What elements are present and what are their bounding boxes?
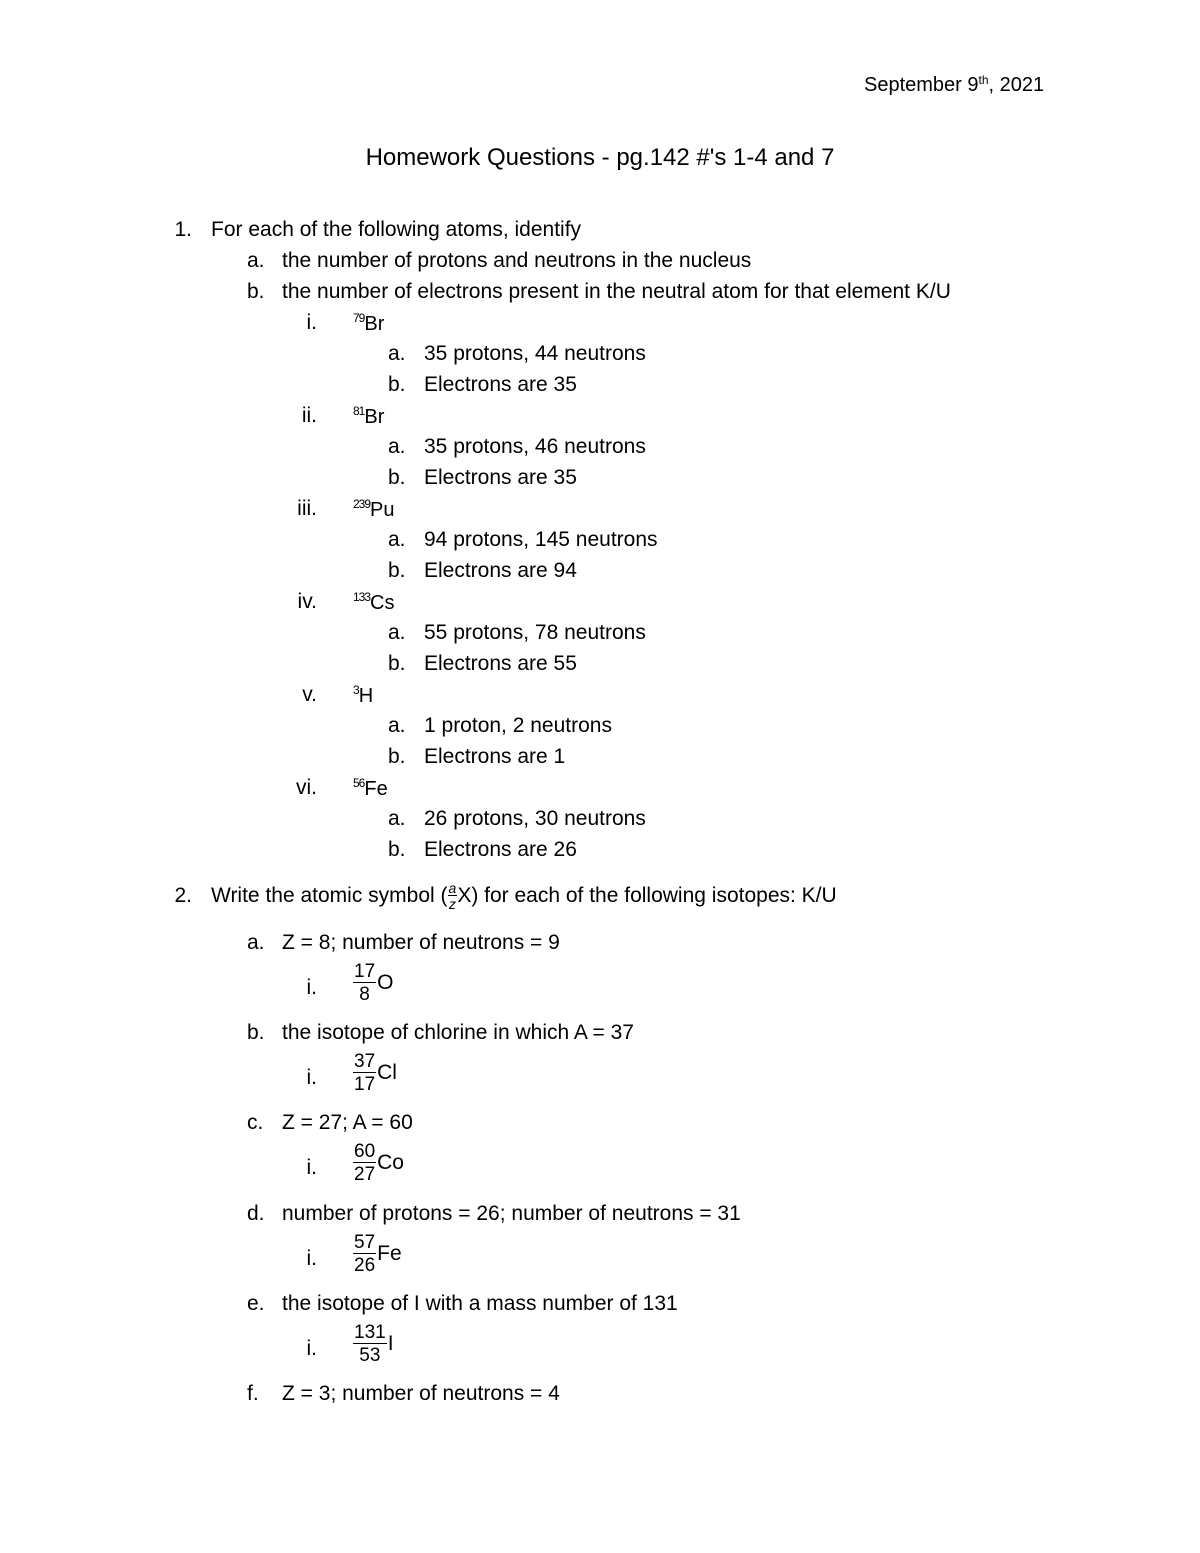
atomic-number: 27 <box>354 1164 376 1185</box>
element-symbol: Br <box>364 406 385 428</box>
proton-neutron-answer: 35 protons, 44 neutrons <box>424 342 646 365</box>
element-symbol: I <box>387 1332 394 1355</box>
question-1-part-b-text: the number of electrons present in the neutral atom for that element K/U <box>282 280 951 303</box>
question-1-number: 1. <box>174 218 192 241</box>
answer-marker: i. <box>306 1066 317 1089</box>
item-marker: d. <box>247 1202 265 1225</box>
isotope-notation <box>448 881 458 911</box>
mass-number: 3 <box>353 683 359 697</box>
atom-marker: iii. <box>297 497 317 520</box>
isotope-symbol <box>353 591 394 613</box>
element-symbol: Br <box>364 313 385 335</box>
item-text: Z = 3; number of neutrons = 4 <box>282 1382 560 1405</box>
mass-number: 133 <box>353 590 371 604</box>
question-2-number: 2. <box>174 884 192 907</box>
answer-marker: i. <box>306 1247 317 1270</box>
question-1-part-a-marker: a. <box>247 249 265 272</box>
isotope-answer <box>353 1233 402 1275</box>
sub-a-marker: a. <box>388 528 406 551</box>
item-marker: f. <box>247 1382 259 1405</box>
date-month-day: September 9 <box>864 74 979 96</box>
item-text: Z = 27; A = 60 <box>282 1111 413 1134</box>
electron-answer: Electrons are 1 <box>424 745 566 768</box>
element-symbol: Cl <box>377 1061 397 1084</box>
atom-marker: iv. <box>297 590 317 613</box>
question-1-part-b-marker: b. <box>247 280 265 303</box>
item-text: the isotope of I with a mass number of 131 <box>282 1292 678 1315</box>
answer-marker: i. <box>306 1156 317 1179</box>
question-2-prompt-start: Write the atomic symbol ( <box>211 884 448 907</box>
date-ordinal-suffix: th <box>978 73 989 87</box>
electron-answer: Electrons are 26 <box>424 838 577 861</box>
element-symbol: Fe <box>364 778 388 800</box>
sub-b-marker: b. <box>388 373 406 396</box>
mass-number: 81 <box>353 404 365 418</box>
item-text: Z = 8; number of neutrons = 9 <box>282 931 560 954</box>
page-title: Homework Questions - pg.142 #'s 1-4 and 7 <box>365 144 835 171</box>
mass-number: 56 <box>353 776 365 790</box>
element-symbol: Co <box>377 1151 404 1174</box>
item-marker: a. <box>247 931 265 954</box>
element-symbol: Fe <box>377 1242 402 1265</box>
atom-marker: i. <box>306 311 317 334</box>
question-1-prompt: For each of the following atoms, identify <box>211 218 582 241</box>
isotope-symbol <box>353 405 384 427</box>
mass-number: 57 <box>354 1232 376 1253</box>
sub-b-marker: b. <box>388 559 406 582</box>
notation-symbol: X <box>457 884 472 907</box>
question-1-part-a-text: the number of protons and neutrons in the nucleus <box>282 249 752 272</box>
mass-number: 37 <box>354 1051 376 1072</box>
electron-answer: Electrons are 94 <box>424 559 577 582</box>
isotope-answer <box>353 1323 394 1365</box>
mass-number: 17 <box>354 961 376 982</box>
proton-neutron-answer: 1 proton, 2 neutrons <box>424 714 612 737</box>
sub-a-marker: a. <box>388 342 406 365</box>
mass-number: 60 <box>354 1141 376 1162</box>
mass-number: 131 <box>354 1322 386 1343</box>
sub-a-marker: a. <box>388 807 406 830</box>
proton-neutron-answer: 26 protons, 30 neutrons <box>424 807 646 830</box>
item-text: the isotope of chlorine in which A = 37 <box>282 1021 634 1044</box>
element-symbol: Cs <box>370 592 395 614</box>
element-symbol: O <box>377 971 394 994</box>
proton-neutron-answer: 35 protons, 46 neutrons <box>424 435 646 458</box>
document-date <box>864 74 1044 95</box>
isotope-answer <box>353 1052 397 1094</box>
date-year: , 2021 <box>988 74 1045 96</box>
notation-atomic: z <box>448 895 456 912</box>
isotope-answer <box>353 962 393 1004</box>
isotope-symbol <box>353 312 384 334</box>
atomic-number: 26 <box>354 1255 376 1276</box>
sub-a-marker: a. <box>388 435 406 458</box>
mass-number: 239 <box>353 497 371 511</box>
question-2-prompt-end: ) for each of the following isotopes: K/U <box>471 884 837 907</box>
atomic-number: 8 <box>359 984 370 1005</box>
item-text: number of protons = 26; number of neutrons = 31 <box>282 1202 741 1225</box>
notation-mass: a <box>448 879 457 896</box>
electron-answer: Electrons are 55 <box>424 652 577 675</box>
electron-answer: Electrons are 35 <box>424 373 577 396</box>
question-2-prompt <box>211 879 837 912</box>
atom-marker: v. <box>302 683 317 706</box>
answer-marker: i. <box>306 1337 317 1360</box>
item-marker: c. <box>247 1111 264 1134</box>
sub-b-marker: b. <box>388 745 406 768</box>
mass-number: 79 <box>353 311 365 325</box>
element-symbol: H <box>358 685 374 707</box>
sub-b-marker: b. <box>388 652 406 675</box>
item-marker: b. <box>247 1021 265 1044</box>
isotope-symbol <box>353 777 388 799</box>
isotope-symbol <box>353 498 395 520</box>
item-marker: e. <box>247 1292 265 1315</box>
proton-neutron-answer: 55 protons, 78 neutrons <box>424 621 646 644</box>
answer-marker: i. <box>306 976 317 999</box>
atomic-number: 17 <box>354 1074 376 1095</box>
sub-a-marker: a. <box>388 621 406 644</box>
isotope-answer <box>353 1142 404 1184</box>
proton-neutron-answer: 94 protons, 145 neutrons <box>424 528 658 551</box>
sub-a-marker: a. <box>388 714 406 737</box>
atomic-number: 53 <box>359 1345 381 1366</box>
atom-marker: ii. <box>301 404 317 427</box>
electron-answer: Electrons are 35 <box>424 466 577 489</box>
sub-b-marker: b. <box>388 466 406 489</box>
isotope-symbol <box>353 684 373 706</box>
atom-marker: vi. <box>296 776 317 799</box>
element-symbol: Pu <box>370 499 395 521</box>
sub-b-marker: b. <box>388 838 406 861</box>
